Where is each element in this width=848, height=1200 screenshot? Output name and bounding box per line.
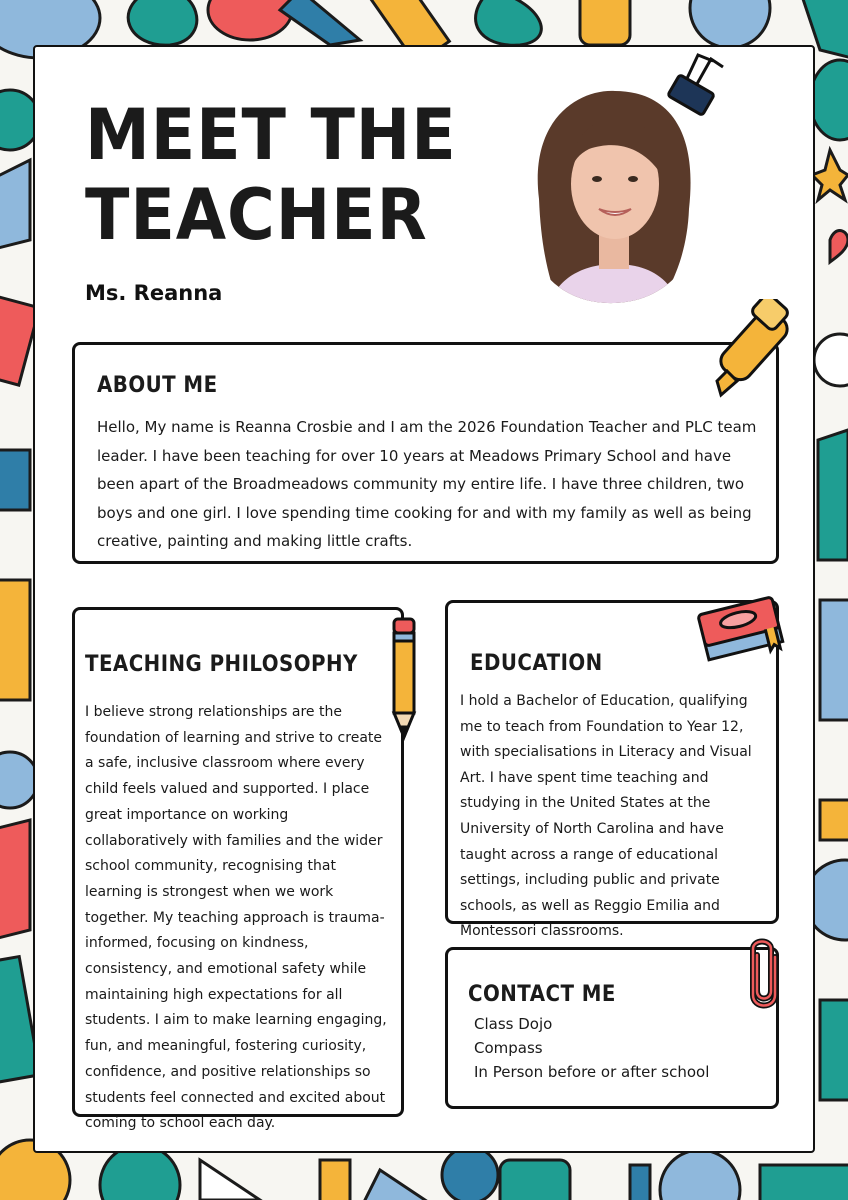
contact-item-compass: Compass	[474, 1039, 543, 1057]
page-title	[85, 95, 457, 255]
info-sheet	[33, 45, 815, 1153]
teaching-philosophy-section	[72, 607, 404, 1132]
contact-me-section	[445, 947, 779, 1109]
contact-item-class-dojo: Class Dojo	[474, 1015, 553, 1033]
contact-list	[474, 1012, 709, 1084]
about-me-text: Hello, My name is Reanna Crosbie and I am the 2026 Foundation Teacher and PLC team leader. I have been teaching for over 10 years at Meadows Primary School and have been apart of the Broadmeadows community my entire life. I have three children, two boys and one girl. I love spending time cooking for and with my family as well as being creative, painting and making little crafts.	[97, 418, 757, 550]
about-me-heading: ABOUT ME	[97, 373, 218, 398]
contact-me-heading: CONTACT ME	[468, 982, 616, 1007]
education-text: I hold a Bachelor of Education, qualifying me to teach from Foundation to Year 12, with specialisations in Literacy and Visual Art. I have spent time teaching and studying in the United States at the University of North Carolina and have taught across a range of educational settings, including public and private schools, as well as Reggio Emilia and Montessori classrooms.	[460, 693, 752, 940]
binder-clip-icon	[663, 47, 733, 117]
teaching-philosophy-heading: TEACHING PHILOSOPHY	[85, 652, 358, 677]
about-me-section	[72, 342, 779, 564]
teaching-philosophy-text: I believe strong relationships are the foundation of learning and strive to create a safe, inclusive classroom where every child feels valued and supported. I place great importance on working collaboratively with families and the wider school community, recognising that learning is strongest when we work together. My teaching approach is trauma-informed, focusing on kindness, consistency, and emotional safety while maintaining high expectations for all students. I aim to make learning engaging, fun, and meaningful, fostering curiosity, confidence, and positive relationships so students feel connected and excited about coming to school each day.	[85, 704, 387, 1132]
pencil-icon	[387, 615, 421, 745]
education-heading: EDUCATION	[470, 651, 603, 676]
contact-item-in-person: In Person before or after school	[474, 1063, 710, 1081]
book-icon	[695, 591, 789, 671]
teacher-name: Ms. Reanna	[85, 281, 223, 305]
highlighter-icon	[707, 299, 807, 403]
title-line-2: TEACHER	[85, 174, 428, 256]
title-line-1: MEET THE	[85, 94, 457, 176]
paperclip-icon	[747, 935, 781, 1009]
